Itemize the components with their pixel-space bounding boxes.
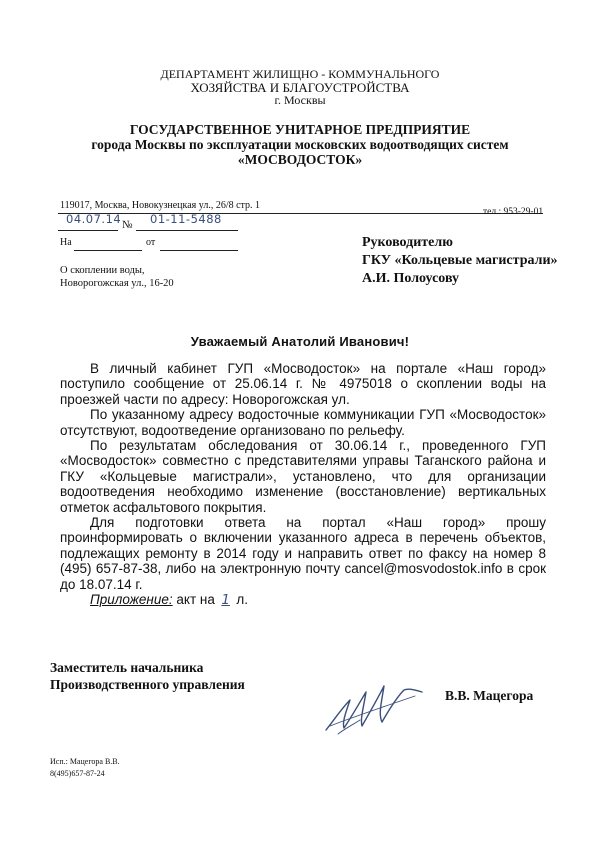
outgoing-date: 04.07.14 (66, 212, 122, 226)
organization-address: 119017, Москва, Новокузнецкая ул., 26/8 стр. 1 (60, 200, 261, 211)
number-sign: № (122, 219, 133, 231)
reference-na-underline (74, 250, 142, 251)
address-line (58, 200, 543, 214)
organization-line-1: ГОСУДАРСТВЕННОЕ УНИТАРНОЕ ПРЕДПРИЯТИЕ (129, 122, 471, 137)
organization-phone: тел.: 953-29-01 (483, 207, 544, 217)
organization-line-2: города Москвы по эксплуатации московских водоотводящих систем (91, 137, 509, 152)
executor-phone: 8(495)657-87-24 (50, 769, 105, 778)
body-paragraph-1: В личный кабинет ГУП «Мосводосток» на портале «Наш город» поступило сообщение от 25.06.14 г. № 4975018 о скоплении воды на проезжей части по адресу: Новорогожская ул. (60, 361, 546, 407)
body-paragraph-2: По указанному адресу водосточные коммуникации ГУП «Мосводосток» отсутствуют, водоотведение организовано по рельефу. (60, 407, 546, 438)
reference-ot-label: от (146, 237, 156, 248)
executor-name: Исп.: Мацегора В.В. (50, 757, 120, 766)
department-line-3: г. Москвы (274, 93, 326, 107)
recipient-line-3: А.И. Полоусову (362, 271, 460, 286)
organization-line-3: «МОСВОДОСТОК» (237, 152, 363, 167)
outgoing-number: 01-11-5488 (150, 212, 222, 226)
body-paragraph-4: Для подготовки ответа на портал «Наш город» прошу проинформировать о включении указанного адреса в перечень объектов, подлежащих ремонту в 2014 году и направить ответ по факсу на номер 8 (495) 657-87-38, либо на электронную почту cancel@mosvodostok.info в срок до 18.07.14 г. (60, 515, 546, 592)
reference-na-label: На (60, 237, 72, 248)
date-underline (58, 230, 118, 231)
body-paragraph-3: По результатам обследования от 30.06.14 г., проведенного ГУП «Мосводосток» совместно с представителями управы Таганского района и ГКУ «Кольцевые магистрали», установлено, что для организации водоотведения необходимо изменение (восстановление) вертикальных отметок асфальтового покрытия. (60, 438, 546, 515)
letter-body (60, 361, 546, 609)
department-header (0, 68, 600, 107)
salutation: Уважаемый Анатолий Иванович! (190, 334, 410, 349)
subject-line-2: Новорогожская ул., 16-20 (60, 278, 174, 289)
department-line-2: ХОЗЯЙСТВА И БЛАГОУСТРОЙСТВА (190, 80, 410, 95)
attachment-line (60, 592, 546, 608)
subject-line-1: О скоплении воды, (60, 265, 145, 276)
attachment-unit: л. (236, 592, 249, 608)
signatory-title-line-2: Производственного управления (50, 677, 245, 692)
signatory-name: В.В. Мацегора (445, 688, 534, 703)
letter-subject (60, 264, 174, 290)
signatory-title-line-1: Заместитель начальника (50, 660, 204, 675)
handwritten-signature (320, 678, 440, 738)
department-line-1: ДЕПАРТАМЕНТ ЖИЛИЩНО - КОММУНАЛЬНОГО (160, 67, 440, 81)
reference-ot-underline (160, 250, 238, 251)
recipient-line-1: Руководителю (362, 235, 453, 250)
recipient-block (362, 234, 558, 288)
executor-info (50, 756, 120, 780)
signatory-title (50, 659, 245, 693)
recipient-line-2: ГКУ «Кольцевые магистрали» (362, 253, 558, 268)
attachment-count: 1 (221, 592, 230, 609)
number-underline (136, 230, 238, 231)
organization-header (0, 122, 600, 167)
attachment-label: Приложение: (90, 592, 173, 608)
attachment-text: акт на (176, 592, 215, 608)
